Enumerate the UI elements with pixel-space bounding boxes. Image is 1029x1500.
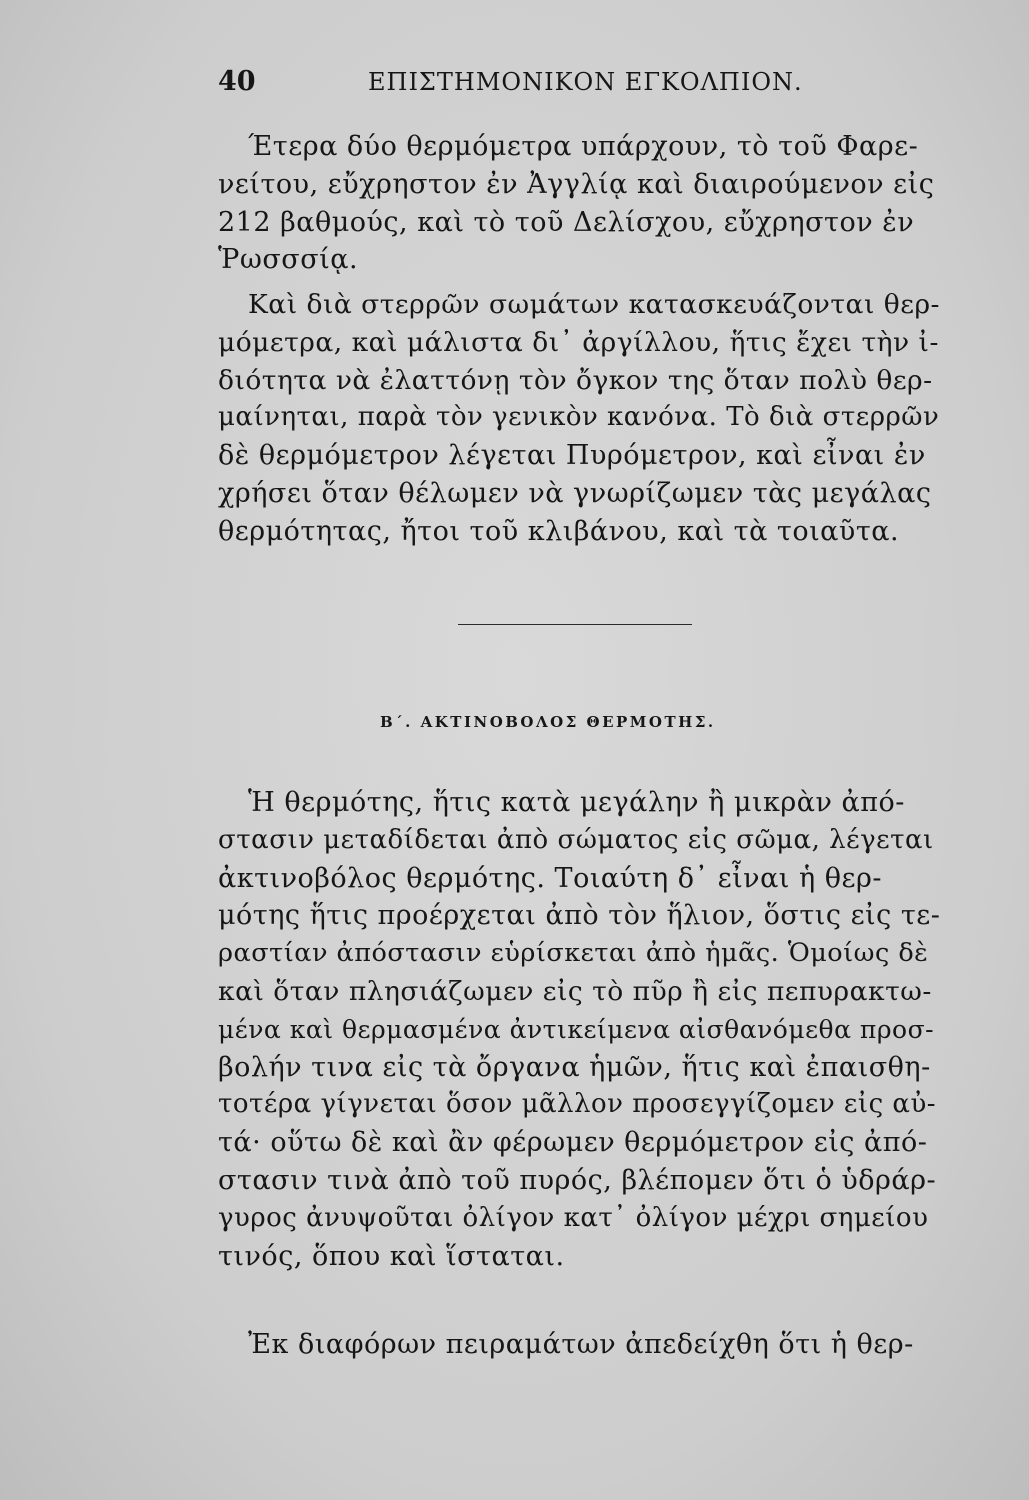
text-line: Ἐκ διαφόρων πειραμάτων ἀπεδείχθη ὅτι ἡ θερ- [248,1329,914,1360]
text-line: μένα καὶ θερμασμένα ἀντικείμενα αἰσθανόμεθα προσ- [218,1014,935,1044]
page-number: 40 [218,66,256,97]
section-divider [458,624,692,625]
text-line: ἀκτινοβόλος θερμότης. Τοιαύτη δ᾿ εἶναι ἡ θερ- [218,862,882,894]
paragraph-pyrometer [218,286,940,551]
section-heading: Β΄. ΑΚΤΙΝΟΒΟΛΟΣ ΘΕΡΜΟΤΗΣ. [380,713,716,731]
text-line: Ἡ θερμότης, ἥτις κατὰ μεγάλην ἢ μικρὰν ἀπό- [248,787,905,818]
text-line: ραστίαν ἀπόστασιν εὑρίσκεται ἀπὸ ἡμᾶς. Ὁμοίως δὲ [218,938,929,969]
paragraph-experiments [218,1326,940,1364]
text-line: διότητα νὰ ἐλαττόνῃ τὸν ὄγκον της ὅταν πολὺ θερ- [218,364,933,396]
text-line: γυρος ἀνυψοῦται ὀλίγον κατ᾿ ὀλίγον μέχρι σημείου [218,1202,929,1233]
text-line: Καὶ διὰ στερρῶν σωμάτων κατασκευάζονται θερ- [248,289,940,320]
text-line: καὶ ὅταν πλησιάζωμεν εἰς τὸ πῦρ ἢ εἰς πεπυρακτω- [218,975,932,1007]
paragraph-radiant-heat [218,784,940,1275]
running-title: ΕΠΙΣΤΗΜΟΝΙΚΟΝ ΕΓΚΟΛΠΙΟΝ. [368,68,803,96]
text-line: τινός, ὅπου καὶ ἵσταται. [218,1240,565,1272]
text-line: Ῥωσσσίᾳ. [218,244,359,276]
text-line: τοτέρα γίγνεται ὅσον μᾶλλον προσεγγίζομεν εἰς αὐ- [218,1089,937,1120]
text-line: μόμετρα, καὶ μάλιστα δι᾿ ἀργίλλου, ἥτις ἔχει τὴν ἰ- [218,326,939,358]
text-line: στασιν τινὰ ἀπὸ τοῦ πυρός, βλέπομεν ὅτι ὁ ὑδράρ- [218,1164,937,1196]
text-line: χρήσει ὅταν θέλωμεν νὰ γνωρίζωμεν τὰς μεγάλας [218,477,932,509]
text-line: νείτου, εὔχρηστον ἐν Ἀγγλίᾳ καὶ διαιρούμενον εἰς [218,168,935,200]
text-line: μότης ἥτις προέρχεται ἀπὸ τὸν ἥλιον, ὅστις εἰς τε- [218,900,941,932]
text-line: Έτερα δύο θερμόμετρα υπάρχουν, τὸ τοῦ Φαρε- [248,131,919,162]
text-line: μαίνηται, παρὰ τὸν γενικὸν κανόνα. Τὸ διὰ στερρῶν [218,402,940,433]
text-line: θερμότητας, ἤτοι τοῦ κλιβάνου, καὶ τὰ τοιαῦτα. [218,515,900,547]
page-header [218,66,938,110]
paragraph-thermometers [218,128,940,279]
text-line: τά· οὕτω δὲ καὶ ἂν φέρωμεν θερμόμετρον εἰς ἀπό- [218,1127,928,1159]
text-line: δὲ θερμόμετρον λέγεται Πυρόμετρον, καὶ εἶναι ἐν [218,440,926,472]
text-line: βολήν τινα εἰς τὰ ὄργανα ἡμῶν, ἥτις καὶ ἐπαισθη- [218,1051,931,1083]
text-line: 212 βαθμούς, καὶ τὸ τοῦ Δελίσχου, εὔχρηστον ἐν [218,206,915,238]
text-line: στασιν μεταδίδεται ἀπὸ σώματος εἰς σῶμα, λέγεται [218,824,934,855]
